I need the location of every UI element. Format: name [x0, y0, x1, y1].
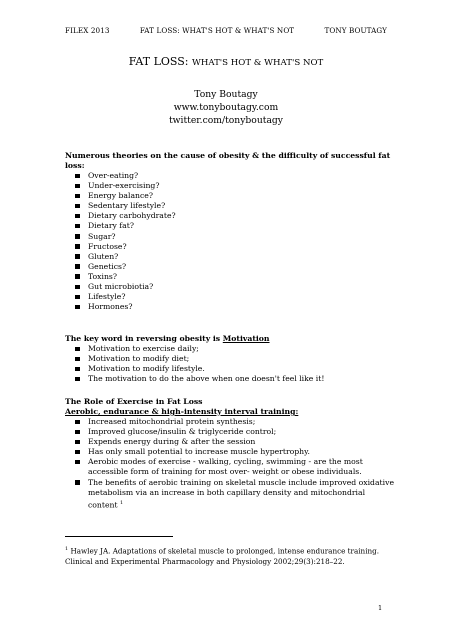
- square-bullet-icon: [75, 430, 80, 435]
- list-item: [65, 344, 395, 354]
- running-header: [65, 26, 387, 35]
- square-bullet-icon: [75, 254, 80, 259]
- footnote-ref: 1: [120, 499, 124, 506]
- list-item-text: Energy balance?: [88, 191, 153, 201]
- list-item: [65, 242, 395, 252]
- section-subheading: [65, 407, 395, 417]
- square-bullet-icon: [75, 367, 80, 372]
- square-bullet-icon: [75, 264, 80, 269]
- square-bullet-icon: [75, 214, 80, 219]
- square-bullet-icon: [75, 285, 80, 290]
- list-item-text: Dietary fat?: [88, 221, 134, 231]
- list-item: [65, 252, 395, 262]
- footnote-separator: [65, 536, 173, 537]
- author-name: Tony Boutagy: [194, 89, 258, 100]
- list-item: [65, 181, 395, 191]
- section-exercise-role: [65, 397, 395, 510]
- list-item-text: The benefits of aerobic training on skeletal muscle include improved oxidative metabolism via an increase in both capillary density and mitochondrial content: [88, 477, 394, 510]
- list-item: [65, 171, 395, 181]
- subheading-text: Aerobic, endurance & high-intensity interval training:: [65, 407, 299, 416]
- square-bullet-icon: [75, 460, 80, 465]
- list-item-text: Motivation to modify diet;: [88, 354, 190, 364]
- square-bullet-icon: [75, 274, 80, 279]
- list-item: [65, 221, 395, 231]
- list-item-text: Expends energy during & after the session: [88, 437, 256, 447]
- list-item-text: Toxins?: [88, 271, 117, 281]
- list-item: [65, 272, 395, 282]
- square-bullet-icon: [75, 234, 80, 239]
- section-heading: [65, 334, 395, 344]
- section-heading: Numerous theories on the cause of obesity & the difficulty of successful fat loss:: [65, 151, 391, 170]
- list-item: [65, 447, 395, 457]
- list-item: [65, 191, 395, 201]
- square-bullet-icon: [75, 377, 80, 382]
- square-bullet-icon: [75, 347, 80, 352]
- list-item: [65, 364, 395, 374]
- square-bullet-icon: [75, 204, 80, 209]
- header-event: FILEX 2013: [65, 26, 110, 35]
- header-topic: FAT LOSS: WHAT'S HOT & WHAT'S NOT: [139, 26, 295, 35]
- heading-prefix: The key word in reversing obesity is: [65, 334, 223, 343]
- heading-keyword: Motivation: [222, 334, 270, 343]
- list-item: [65, 478, 395, 511]
- title-sub: WHAT'S HOT & WHAT'S NOT: [192, 58, 324, 68]
- author-twitter: twitter.com/tonyboutagy: [168, 115, 283, 126]
- list-item: [65, 262, 395, 272]
- exercise-benefits-list: [65, 417, 395, 510]
- list-item-text: Under-exercising?: [88, 181, 160, 191]
- square-bullet-icon: [75, 194, 80, 199]
- list-item-text: Gluten?: [88, 251, 119, 261]
- square-bullet-icon: [75, 295, 80, 300]
- list-item: [65, 302, 395, 312]
- square-bullet-icon: [75, 224, 80, 229]
- square-bullet-icon: [75, 450, 80, 455]
- list-item-text: Gut microbiotia?: [88, 282, 154, 292]
- list-item-text: Genetics?: [88, 261, 127, 271]
- list-item-text: Aerobic modes of exercise - walking, cycling, swimming - are the most accessible form of training for most over- weight or obese individuals.: [88, 457, 363, 477]
- list-item-text: Has only small potential to increase muscle hypertrophy.: [88, 447, 310, 457]
- author-block: [0, 88, 452, 127]
- author-website: www.tonyboutagy.com: [173, 102, 279, 113]
- list-item: [65, 417, 395, 427]
- theories-list: [65, 171, 395, 312]
- square-bullet-icon: [75, 480, 80, 485]
- square-bullet-icon: [75, 184, 80, 189]
- list-item-text: Fructose?: [88, 241, 127, 251]
- page-number: 1: [378, 604, 383, 612]
- list-item-text: Lifestyle?: [88, 292, 126, 302]
- list-item: [65, 427, 395, 437]
- title-main: FAT LOSS:: [128, 55, 192, 68]
- list-item-text: Hormones?: [88, 302, 133, 312]
- list-item-text: Motivation to exercise daily;: [88, 344, 199, 353]
- list-item: [65, 201, 395, 211]
- square-bullet-icon: [75, 440, 80, 445]
- square-bullet-icon: [75, 244, 80, 249]
- square-bullet-icon: [75, 174, 80, 179]
- list-item-text: Improved glucose/insulin & triglyceride control;: [88, 427, 277, 437]
- list-item-text: Over-eating?: [88, 171, 139, 180]
- square-bullet-icon: [75, 357, 80, 362]
- square-bullet-icon: [75, 420, 80, 425]
- list-item-text: Increased mitochondrial protein synthesis;: [88, 417, 256, 426]
- list-item: [65, 292, 395, 302]
- motivation-list: [65, 344, 395, 384]
- footnote: [65, 544, 387, 567]
- section-motivation: [65, 334, 395, 384]
- list-item-text: Sugar?: [88, 231, 116, 241]
- list-item: [65, 437, 395, 447]
- footnote-text: Hawley JA. Adaptations of skeletal muscle to prolonged, intense endurance training. Clinical and Experimental Pharmacology and Physiology 2002;29(3):218–22.: [65, 546, 380, 566]
- list-item: [65, 457, 395, 477]
- list-item: [65, 354, 395, 364]
- list-item-text: Motivation to modify lifestyle.: [88, 364, 205, 374]
- section-heading: The Role of Exercise in Fat Loss: [65, 397, 203, 406]
- footnote-marker: 1: [65, 546, 69, 552]
- list-item: [65, 282, 395, 292]
- document-title: [0, 55, 452, 68]
- list-item-text: The motivation to do the above when one doesn't feel like it!: [88, 374, 325, 384]
- list-item: [65, 211, 395, 221]
- square-bullet-icon: [75, 305, 80, 310]
- list-item: [65, 374, 395, 384]
- section-obesity-theories: [65, 151, 395, 312]
- list-item-text: Sedentary lifestyle?: [88, 201, 166, 211]
- list-item: [65, 232, 395, 242]
- list-item-text: Dietary carbohydrate?: [88, 211, 176, 221]
- header-author: TONY BOUTAGY: [324, 26, 387, 35]
